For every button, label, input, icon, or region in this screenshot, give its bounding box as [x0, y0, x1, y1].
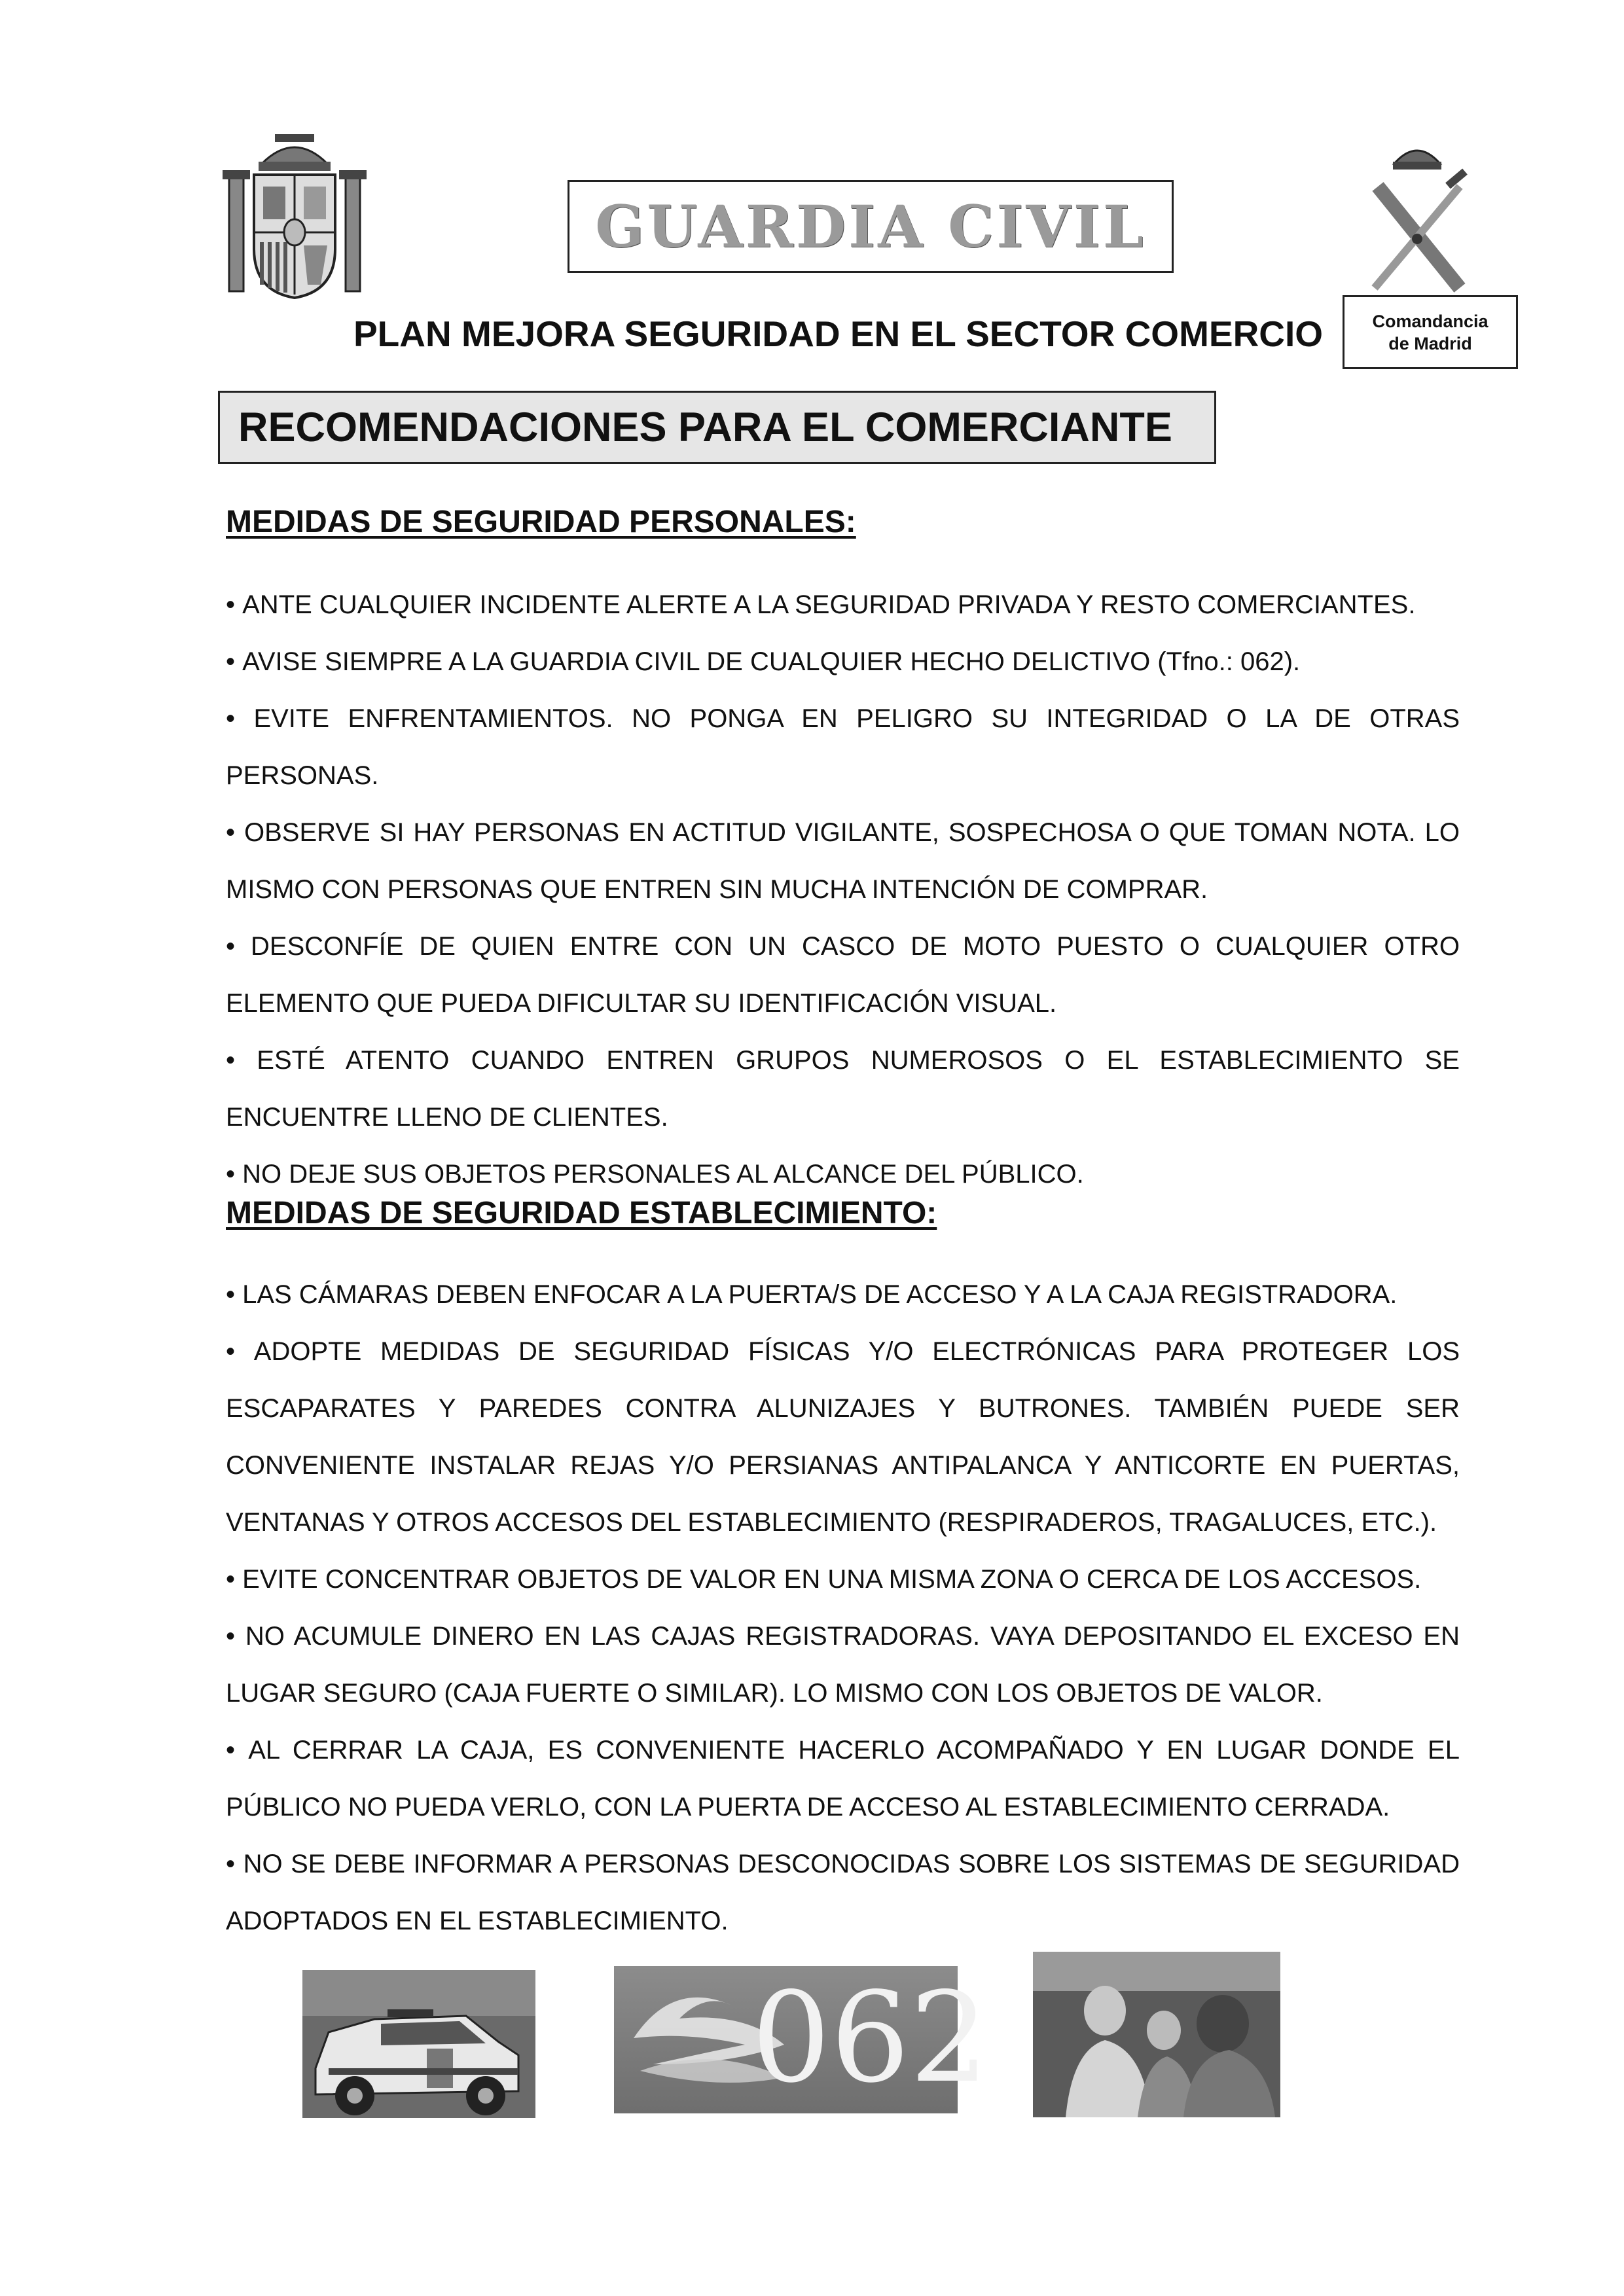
patrol-car-photo: [302, 1970, 535, 2118]
guardia-civil-title: GUARDIA CIVIL: [568, 180, 1174, 273]
comandancia-line-1: Comandancia: [1372, 311, 1489, 331]
list-item: • ESTÉ ATENTO CUANDO ENTREN GRUPOS NUMEROSOS O EL ESTABLECIMIENTO SE ENCUENTRE LLENO DE CLIENTES.: [226, 1032, 1460, 1146]
list-item: • OBSERVE SI HAY PERSONAS EN ACTITUD VIGILANTE, SOSPECHOSA O QUE TOMAN NOTA. LO MISMO CON PERSONAS QUE ENTREN SIN MUCHA INTENCIÓN DE COMPRAR.: [226, 804, 1460, 918]
list-item: • EVITE ENFRENTAMIENTOS. NO PONGA EN PELIGRO SU INTEGRIDAD O LA DE OTRAS PERSONAS.: [226, 691, 1460, 804]
establishment-measures-heading: MEDIDAS DE SEGURIDAD ESTABLECIMIENTO:: [226, 1196, 937, 1230]
emergency-number: 062: [751, 1965, 989, 2110]
coat-of-arms-icon: [223, 134, 367, 301]
establishment-measures-list: [226, 1266, 1460, 1950]
list-item: • NO ACUMULE DINERO EN LAS CAJAS REGISTRADORAS. VAYA DEPOSITANDO EL EXCESO EN LUGAR SEGURO (CAJA FUERTE O SIMILAR). LO MISMO CON LOS OBJETOS DE VALOR.: [226, 1608, 1460, 1722]
comandancia-box: [1343, 295, 1518, 369]
list-item: • EVITE CONCENTRAR OBJETOS DE VALOR EN UNA MISMA ZONA O CERCA DE LOS ACCESOS.: [226, 1551, 1460, 1608]
list-item: • ADOPTE MEDIDAS DE SEGURIDAD FÍSICAS Y/O ELECTRÓNICAS PARA PROTEGER LOS ESCAPARATES Y PAREDES CONTRA ALUNIZAJES Y BUTRONES. TAMBIÉN PUEDE SER CONVENIENTE INSTALAR REJAS Y/O PERSIANAS ANTIPALANCA Y ANTICORTE EN PUERTAS, VENTANAS Y OTROS ACCESOS DEL ESTABLECIMIENTO (RESPIRADEROS, TRAGALUCES, ETC.).: [226, 1323, 1460, 1551]
list-item: • AVISE SIEMPRE A LA GUARDIA CIVIL DE CUALQUIER HECHO DELICTIVO (Tfno.: 062).: [226, 634, 1460, 691]
plan-title: PLAN MEJORA SEGURIDAD EN EL SECTOR COMERCIO: [353, 314, 1324, 354]
officers-photo: [1033, 1952, 1280, 2117]
list-item: • LAS CÁMARAS DEBEN ENFOCAR A LA PUERTA/S DE ACCESO Y A LA CAJA REGISTRADORA.: [226, 1266, 1460, 1323]
personal-measures-list: [226, 577, 1460, 1203]
personal-measures-heading: MEDIDAS DE SEGURIDAD PERSONALES:: [226, 505, 856, 539]
list-item: • AL CERRAR LA CAJA, ES CONVENIENTE HACERLO ACOMPAÑADO Y EN LUGAR DONDE EL PÚBLICO NO PUEDA VERLO, CON LA PUERTA DE ACCESO AL ESTABLECIMIENTO CERRADA.: [226, 1722, 1460, 1836]
comandancia-line-2: de Madrid: [1388, 333, 1472, 353]
list-item: • DESCONFÍE DE QUIEN ENTRE CON UN CASCO DE MOTO PUESTO O CUALQUIER OTRO ELEMENTO QUE PUEDA DIFICULTAR SU IDENTIFICACIÓN VISUAL.: [226, 918, 1460, 1032]
list-item: • ANTE CUALQUIER INCIDENTE ALERTE A LA SEGURIDAD PRIVADA Y RESTO COMERCIANTES.: [226, 577, 1460, 634]
list-item: • NO SE DEBE INFORMAR A PERSONAS DESCONOCIDAS SOBRE LOS SISTEMAS DE SEGURIDAD ADOPTADOS EN EL ESTABLECIMIENTO.: [226, 1836, 1460, 1950]
recommendations-title: RECOMENDACIONES PARA EL COMERCIANTE: [218, 391, 1216, 464]
guardia-civil-emblem-icon: [1362, 134, 1473, 298]
list-item: • NO DEJE SUS OBJETOS PERSONALES AL ALCANCE DEL PÚBLICO.: [226, 1146, 1460, 1203]
emergency-number-banner: [614, 1965, 989, 2113]
